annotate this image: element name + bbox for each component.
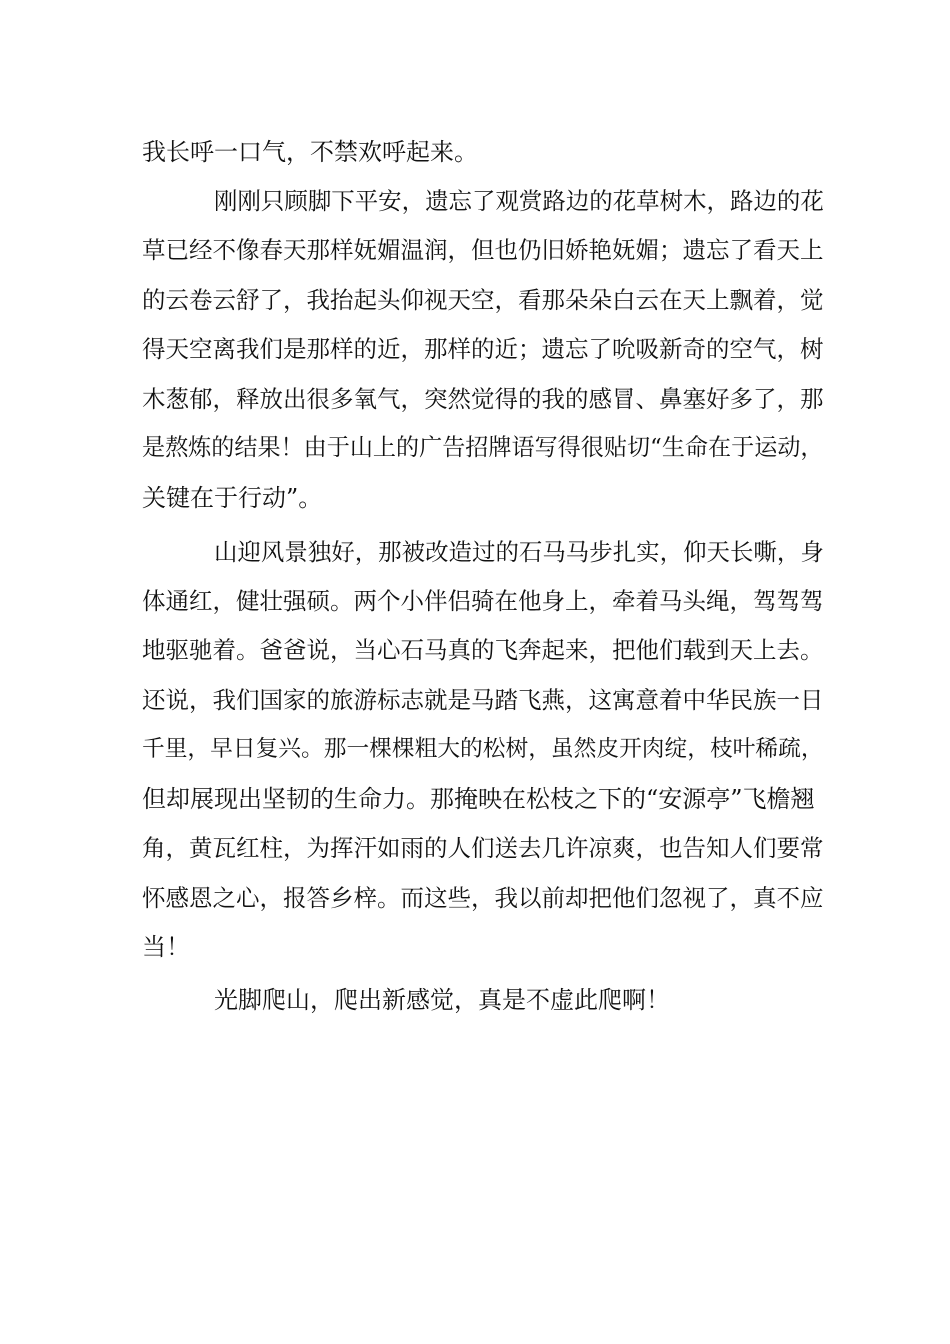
line-text: 但却展现出坚韧的生命力。那掩映在松枝之下的“安源亭”飞檐翘 xyxy=(142,785,815,813)
line-text: 关键在于行动”。 xyxy=(142,484,323,512)
text-line xyxy=(0,680,950,720)
text-line xyxy=(0,428,950,468)
line-text: 千里，早日复兴。那一棵棵粗大的松树，虽然皮开肉绽，枝叶稀疏， xyxy=(142,736,824,762)
line-text: 光脚爬山，爬出新感觉，真是不虚此爬啊！ xyxy=(214,986,670,1014)
text-line xyxy=(0,927,950,967)
line-text: 地驱驰着。爸爸说，当心石马真的飞奔起来，把他们载到天上去。 xyxy=(142,636,824,664)
text-line xyxy=(0,729,950,769)
line-text: 的云卷云舒了，我抬起头仰视天空，看那朵朵白云在天上飘着，觉 xyxy=(142,286,824,314)
text-line xyxy=(0,630,950,670)
line-text: 还说，我们国家的旅游标志就是马踏飞燕，这寓意着中华民族一日 xyxy=(142,686,824,714)
text-line xyxy=(0,181,950,221)
text-line xyxy=(0,280,950,320)
line-text: 我长呼一口气，不禁欢呼起来。 xyxy=(142,138,478,166)
text-line xyxy=(0,230,950,270)
text-line xyxy=(0,878,950,918)
text-line xyxy=(0,379,950,419)
text-line xyxy=(0,132,950,172)
text-line xyxy=(0,329,950,369)
line-text: 是熬炼的结果！由于山上的广告招牌语写得很贴切“生命在于运动， xyxy=(142,435,824,461)
text-line xyxy=(0,581,950,621)
line-text: 草已经不像春天那样妩媚温润，但也仍旧娇艳妩媚；遗忘了看天上 xyxy=(142,236,824,264)
text-line xyxy=(0,532,950,572)
text-line xyxy=(0,980,950,1020)
line-text: 角，黄瓦红柱，为挥汗如雨的人们送去几许凉爽，也告知人们要常 xyxy=(142,834,824,862)
line-text: 得天空离我们是那样的近，那样的近；遗忘了吮吸新奇的空气，树 xyxy=(142,335,824,363)
text-line xyxy=(0,779,950,819)
line-text: 怀感恩之心，报答乡梓。而这些，我以前却把他们忽视了，真不应 xyxy=(142,884,824,912)
line-text: 当！ xyxy=(142,933,190,961)
text-line xyxy=(0,828,950,868)
line-text: 山迎风景独好，那被改造过的石马马步扎实，仰天长嘶，身 xyxy=(214,538,824,566)
line-text: 体通红，健壮强硕。两个小伴侣骑在他身上，牵着马头绳，驾驾驾 xyxy=(142,587,824,615)
line-text: 木葱郁，释放出很多氧气，突然觉得的我的感冒、鼻塞好多了，那 xyxy=(142,385,824,413)
text-line xyxy=(0,478,950,518)
line-text: 刚刚只顾脚下平安，遗忘了观赏路边的花草树木，路边的花 xyxy=(214,187,824,215)
